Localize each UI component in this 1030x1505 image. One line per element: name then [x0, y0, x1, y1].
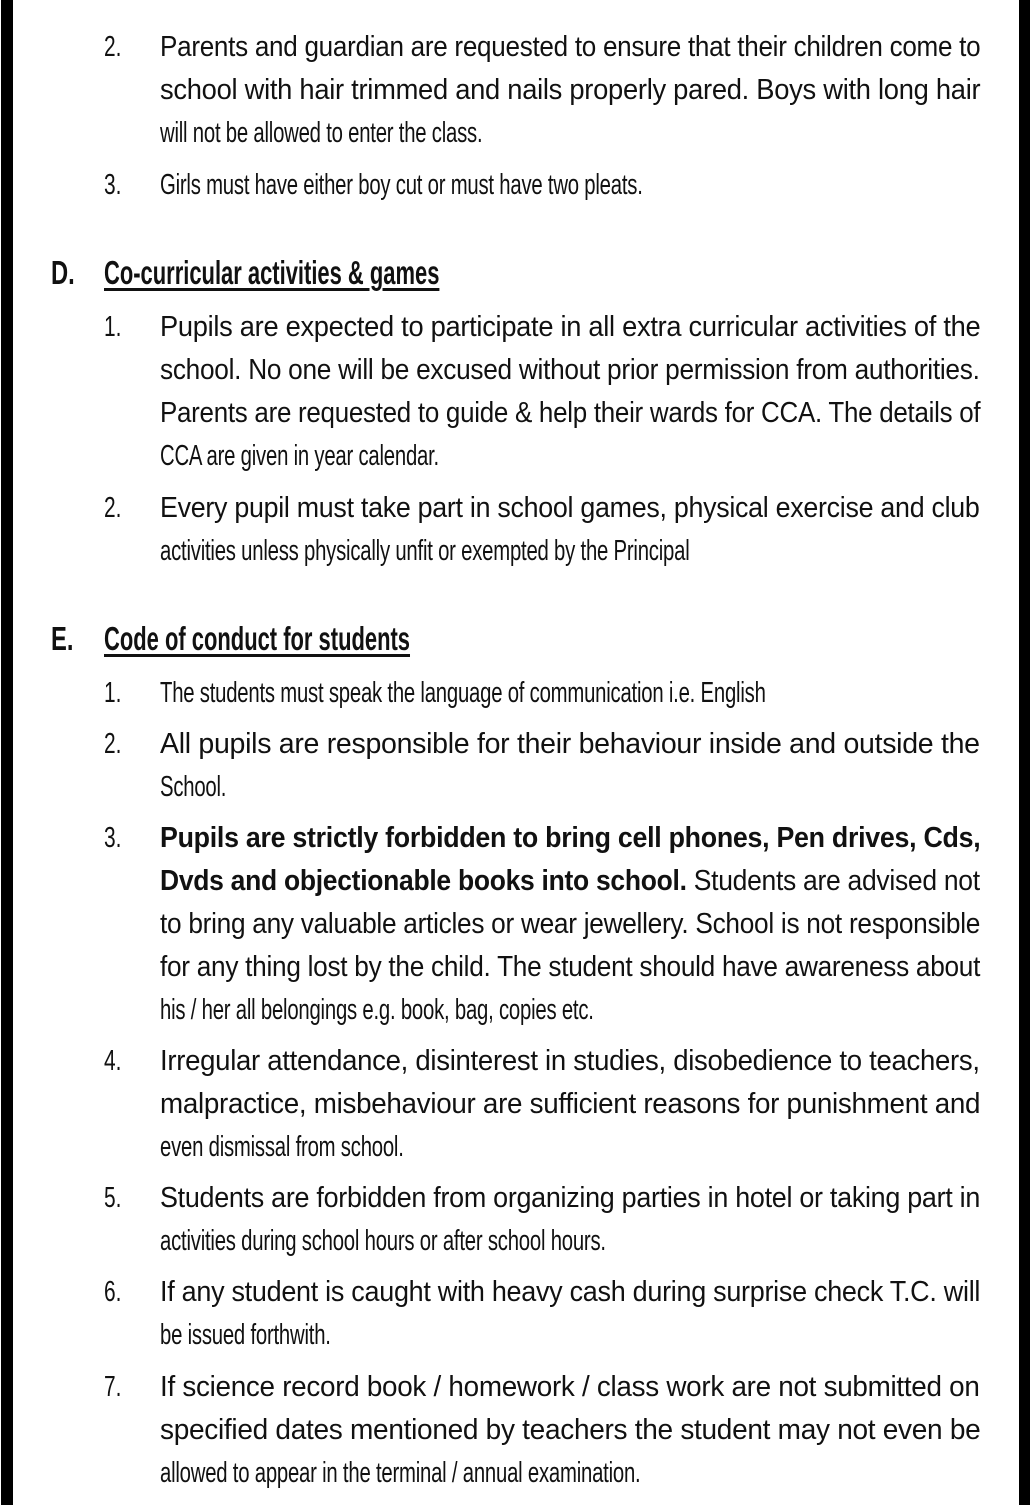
item-text-line: If any student is caught with heavy cash during surprise check T.C. will — [160, 1276, 981, 1308]
item-text-line: Irregular attendance, disinterest in studies, disobedience to teachers, — [160, 1045, 980, 1077]
item-text-line — [160, 861, 980, 901]
item-text-line: school. No one will be excused without prior permission from authorities. — [160, 354, 980, 386]
item-number: 6. — [104, 1276, 122, 1308]
item-text-line: activities unless physically unfit or exempted by the Principal — [160, 535, 690, 567]
item-number: 5. — [104, 1182, 122, 1214]
item-text-line: Parents are requested to guide & help their wards for CCA. The details of — [160, 397, 981, 429]
item-text-line: his / her all belongings e.g. book, bag, copies etc. — [160, 994, 594, 1026]
item-text-line: malpractice, misbehaviour are sufficient reasons for punishment and — [160, 1088, 981, 1120]
section-heading: Code of conduct for students — [104, 620, 411, 657]
item-text-line: School. — [160, 771, 227, 803]
item-text-line: even dismissal from school. — [160, 1131, 404, 1163]
page-border-right — [1019, 0, 1030, 1505]
item-text-line: If science record book / homework / class work are not submitted on — [160, 1371, 980, 1403]
item-text-line: Pupils are expected to participate in all extra curricular activities of the — [160, 311, 981, 343]
bold-lead-text: Dvds and objectionable books into school. — [160, 865, 687, 897]
item-text-line: will not be allowed to enter the class. — [160, 117, 483, 149]
section-letter: D. — [51, 254, 75, 291]
item-number: 2. — [104, 492, 122, 524]
item-number: 2. — [104, 31, 122, 63]
item-number: 1. — [104, 677, 122, 709]
item-text-line: specified dates mentioned by teachers the student may not even be — [160, 1414, 981, 1446]
item-text-line: school with hair trimmed and nails properly pared. Boys with long hair — [160, 74, 981, 106]
item-text-line: Girls must have either boy cut or must have two pleats. — [160, 169, 643, 201]
item-text-line: Every pupil must take part in school games, physical exercise and club — [160, 492, 980, 524]
item-text-line: be issued forthwith. — [160, 1319, 331, 1351]
item-text-line: to bring any valuable articles or wear jewellery. School is not responsible — [160, 908, 981, 940]
item-number: 1. — [104, 311, 122, 343]
item-text-line-bold: Pupils are strictly forbidden to bring cell phones, Pen drives, Cds, — [160, 822, 981, 854]
section-letter: E. — [51, 620, 74, 657]
item-number: 2. — [104, 728, 122, 760]
item-number: 3. — [104, 822, 122, 854]
section-heading: Co-curricular activities & games — [104, 254, 440, 291]
item-text-line: for any thing lost by the child. The student should have awareness about — [160, 951, 981, 983]
item-number: 3. — [104, 169, 122, 201]
page-border-left — [1, 0, 13, 1505]
item-number: 4. — [104, 1045, 122, 1077]
item-text-line: activities during school hours or after school hours. — [160, 1225, 606, 1257]
item-number: 7. — [104, 1371, 122, 1403]
item-text-line: All pupils are responsible for their behaviour inside and outside the — [160, 728, 980, 760]
item-text-line: allowed to appear in the terminal / annual examination. — [160, 1457, 641, 1489]
item-text-line: Students are forbidden from organizing parties in hotel or taking part in — [160, 1182, 981, 1214]
item-text-line: The students must speak the language of communication i.e. English — [160, 677, 766, 709]
text-rest: Students are advised not — [686, 865, 980, 897]
item-text-line: CCA are given in year calendar. — [160, 440, 439, 472]
item-text-line: Parents and guardian are requested to ensure that their children come to — [160, 31, 981, 63]
